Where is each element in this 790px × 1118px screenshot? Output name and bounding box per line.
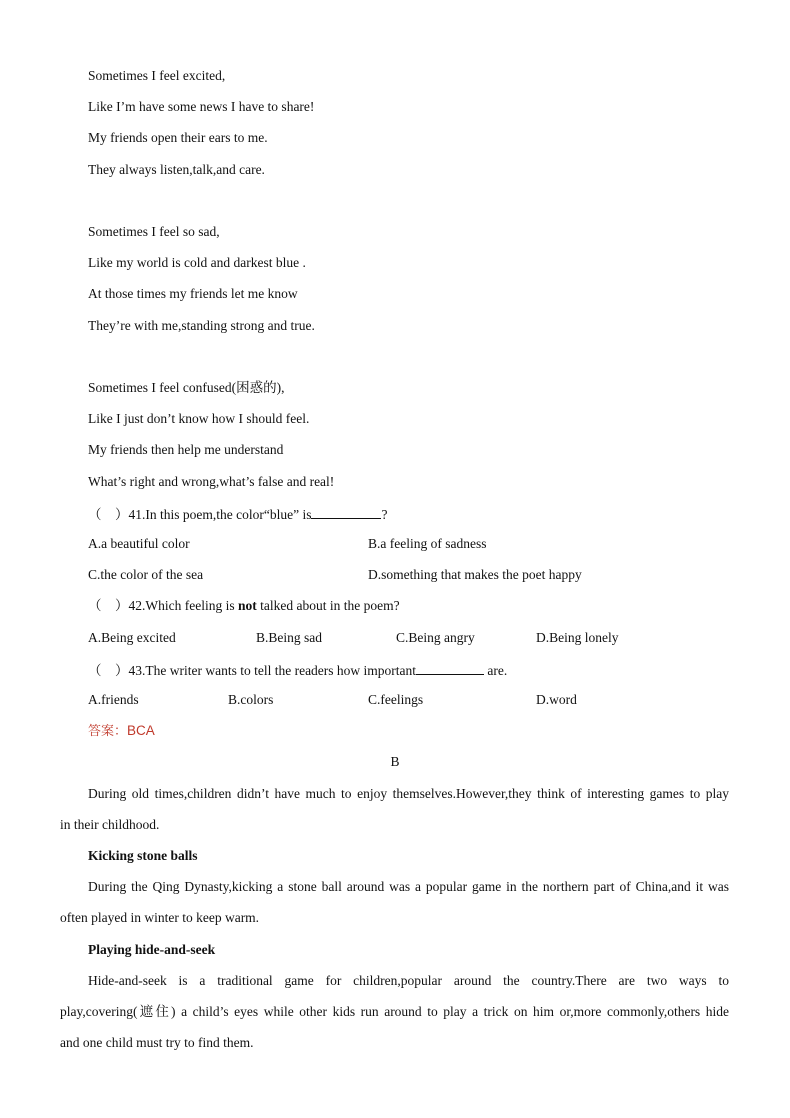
answer-value: BCA (127, 723, 155, 738)
question-42-text: （ ）42.Which feeling is (88, 598, 238, 613)
option-42-b[interactable]: B.Being sad (256, 630, 322, 645)
poem-line: Sometimes I feel so sad, (88, 224, 220, 239)
question-43 (88, 661, 507, 679)
question-42 (88, 598, 400, 614)
answer-line (88, 723, 155, 740)
poem-line: My friends then help me understand (88, 442, 284, 457)
paragraph-line: During the Qing Dynasty,kicking a stone ball around was a popular game in the northern part of China,and it was (88, 879, 729, 894)
option-42-c[interactable]: C.Being angry (396, 630, 475, 645)
paragraph-line: often played in winter to keep warm. (60, 910, 260, 925)
answer-blank[interactable] (311, 505, 381, 519)
poem-line: They’re with me,standing strong and true. (88, 318, 315, 333)
paragraph-line: During old times,children didn’t have much to enjoy themselves.However,they think of interesting games to play (88, 786, 729, 801)
answer-blank[interactable] (416, 661, 484, 675)
option-43-b[interactable]: B.colors (228, 692, 274, 707)
question-42-emphasis: not (237, 598, 257, 613)
poem-line: They always listen,talk,and care. (88, 162, 265, 177)
poem-line: Sometimes I feel excited, (88, 68, 226, 83)
option-41-b[interactable]: B.a feeling of sadness (368, 536, 487, 551)
option-41-a[interactable]: A.a beautiful color (88, 536, 190, 551)
subheading: Playing hide-and-seek (88, 942, 216, 957)
question-42-suffix: talked about in the poem? (256, 598, 400, 613)
poem-line: At those times my friends let me know (88, 286, 298, 301)
paragraph-line: Hide-and-seek is a traditional game for children,popular around the country.There are two ways to (88, 973, 729, 988)
question-41 (88, 505, 387, 523)
poem-line: Sometimes I feel confused(困惑的), (88, 380, 285, 395)
paragraph-line: and one child must try to find them. (60, 1035, 254, 1050)
option-43-c[interactable]: C.feelings (368, 692, 424, 707)
question-43-text: （ ）43.The writer wants to tell the readers how important (88, 663, 417, 678)
poem-line: Like I’m have some news I have to share! (88, 99, 315, 114)
section-heading: B (390, 754, 400, 769)
subheading: Kicking stone balls (88, 848, 198, 863)
question-43-suffix: are. (484, 663, 508, 678)
option-41-d[interactable]: D.something that makes the poet happy (368, 567, 582, 582)
option-42-d[interactable]: D.Being lonely (536, 630, 619, 645)
question-41-text: （ ）41.In this poem,the color“blue” is (88, 507, 312, 522)
poem-line: My friends open their ears to me. (88, 130, 268, 145)
option-41-c[interactable]: C.the color of the sea (88, 567, 204, 582)
paragraph-line: play,covering(遮住) a child’s eyes while other kids run around to play a trick on him or,more commonly,others hide (60, 1004, 729, 1019)
option-43-d[interactable]: D.word (536, 692, 577, 707)
poem-line: Like I just don’t know how I should feel. (88, 411, 310, 426)
poem-line: What’s right and wrong,what’s false and real! (88, 474, 335, 489)
question-41-suffix: ? (381, 507, 388, 522)
option-42-a[interactable]: A.Being excited (88, 630, 176, 645)
paragraph-line: in their childhood. (60, 817, 160, 832)
option-43-a[interactable]: A.friends (88, 692, 139, 707)
poem-line: Like my world is cold and darkest blue . (88, 255, 306, 270)
answer-label: 答案： (88, 724, 128, 739)
